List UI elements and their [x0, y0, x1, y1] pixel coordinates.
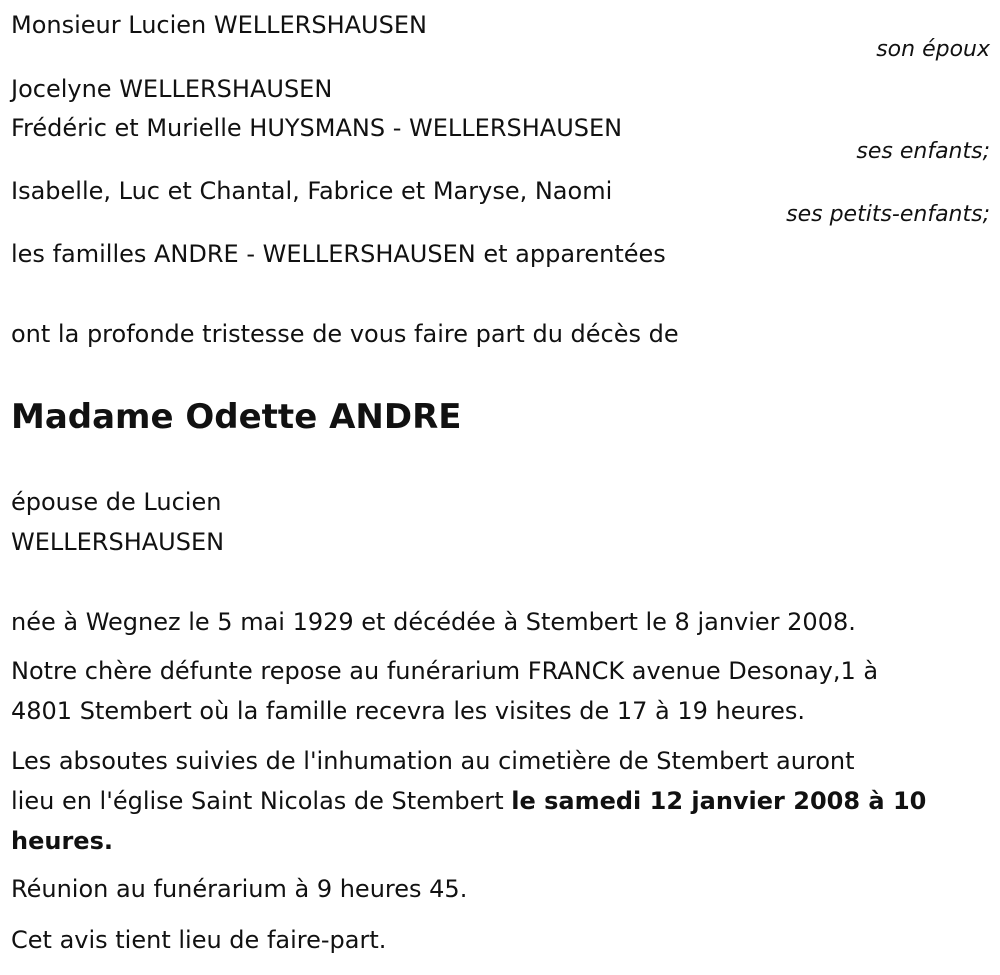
announcement-intro: ont la profonde tristesse de vous faire part du décès de: [11, 320, 679, 348]
service-time: heures.: [11, 827, 113, 855]
rest-place-line-2: 4801 Stembert où la famille recevra les visites de 17 à 19 heures.: [11, 697, 805, 725]
husband-name: Monsieur Lucien WELLERSHAUSEN: [11, 11, 427, 39]
service-line-1: Les absoutes suivies de l'inhumation au cimetière de Stembert auront: [11, 747, 855, 775]
spouse-line-1: épouse de Lucien: [11, 488, 222, 516]
spouse-line-2: WELLERSHAUSEN: [11, 528, 225, 556]
service-date: le samedi 12 janvier 2008 à 10: [511, 787, 927, 815]
deceased-name: Madame Odette ANDRE: [11, 397, 462, 437]
meeting-line: Réunion au funérarium à 9 heures 45.: [11, 875, 468, 903]
service-church-text: lieu en l'église Saint Nicolas de Stembert: [11, 787, 512, 815]
service-line-3: [11, 826, 113, 856]
rest-place-line-1: Notre chère défunte repose au funérarium FRANCK avenue Desonay,1 à: [11, 657, 879, 685]
service-line-2: [11, 786, 926, 816]
extended-families: les familles ANDRE - WELLERSHAUSEN et apparentées: [11, 240, 666, 268]
children-role: ses enfants;: [856, 139, 990, 164]
child-name-1: Jocelyne WELLERSHAUSEN: [11, 75, 333, 103]
birth-death-line: née à Wegnez le 5 mai 1929 et décédée à Stembert le 8 janvier 2008.: [11, 608, 856, 636]
child-name-2: Frédéric et Murielle HUYSMANS - WELLERSHAUSEN: [11, 114, 623, 142]
notice-line: Cet avis tient lieu de faire-part.: [11, 926, 387, 954]
grandchildren-names: Isabelle, Luc et Chantal, Fabrice et Maryse, Naomi: [11, 177, 613, 205]
husband-role: son époux: [876, 37, 990, 62]
grandchildren-role: ses petits-enfants;: [786, 202, 990, 227]
